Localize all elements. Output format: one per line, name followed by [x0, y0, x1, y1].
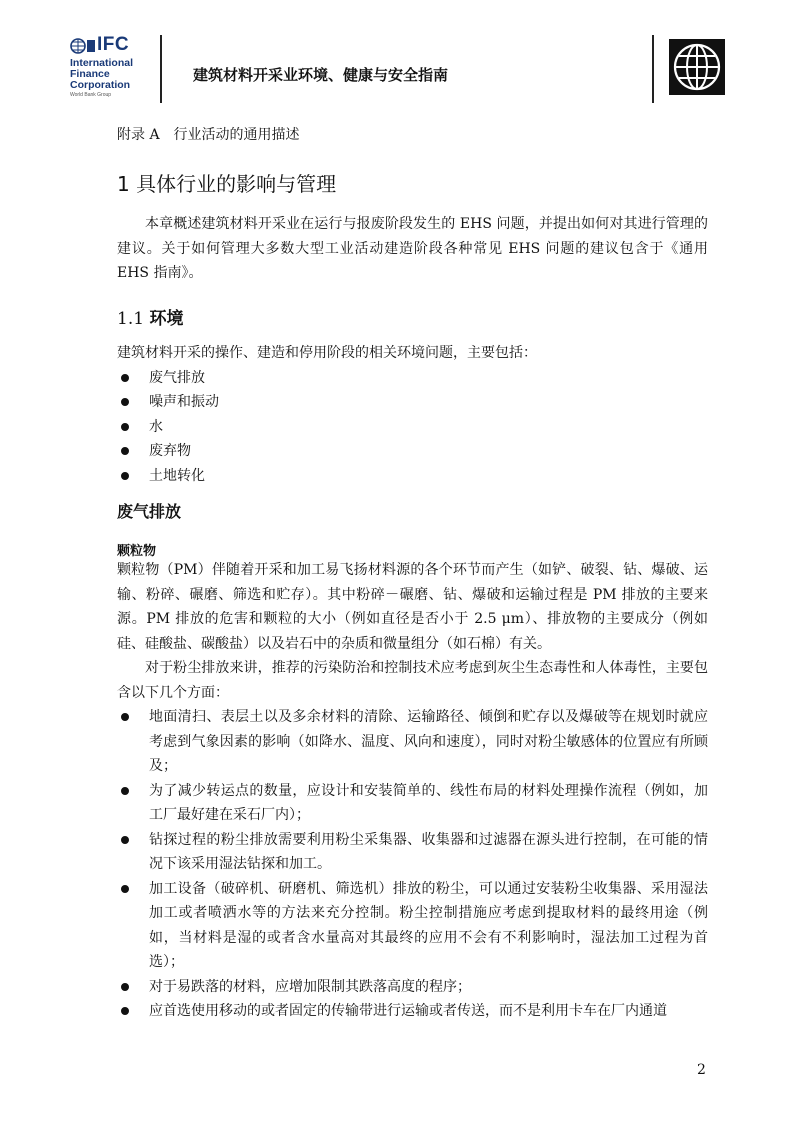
list-item: 对于易跌落的材料，应增加限制其跌落高度的程序；	[117, 975, 708, 1000]
list-item: 土地转化	[117, 464, 708, 489]
list-item: 废气排放	[117, 366, 708, 391]
ifc-logo-text: IFC	[97, 34, 130, 55]
section-1-title: 1 具体行业的影响与管理	[117, 172, 337, 196]
ifc-logo-name: International Finance Corporation	[70, 57, 134, 91]
section-1-1-intro: 建筑材料开采的操作、建造和停用阶段的相关环境问题，主要包括：	[117, 345, 537, 361]
list-item: 废弃物	[117, 439, 708, 464]
list-item: 为了减少转运点的数量，应设计和安装简单的、线性布局的材料处理操作流程（例如，加工厂最好建在采石厂内）；	[117, 779, 708, 828]
section-1-1-number: 1.1	[117, 309, 145, 329]
list-item: 钻探过程的粉尘排放需要利用粉尘采集器、收集器和过滤器在源头进行控制，在可能的情况下该采用湿法钻探和加工。	[117, 828, 708, 877]
list-item: 地面清扫、表层土以及多余材料的清除、运输路径、倾倒和贮存以及爆破等在规划时就应考虑到气象因素的影响（如降水、温度、风向和速度），同时对粉尘敏感体的位置应有所顾及；	[117, 705, 708, 779]
particulate-paragraph-2: 对于粉尘排放来讲，推荐的污染防治和控制技术应考虑到灰尘生态毒性和人体毒性，主要包含以下几个方面：	[117, 660, 708, 701]
list-item: 应首选使用移动的或者固定的传输带进行运输或者传送，而不是利用卡车在厂内通道	[117, 999, 708, 1024]
document-title: 建筑材料开采业环境、健康与安全指南	[193, 66, 449, 84]
world-bank-logo-icon	[669, 39, 725, 95]
header-divider-right	[652, 35, 654, 103]
ifc-logo	[70, 36, 145, 106]
environment-issue-list	[117, 366, 708, 489]
ifc-globe-mark-icon	[70, 38, 96, 54]
section-1-1-title: 环境	[149, 309, 184, 329]
appendix-label: 附录 A 行业活动的通用描述	[117, 127, 300, 143]
dust-control-list	[117, 705, 708, 1024]
air-emissions-body	[117, 558, 708, 1024]
section-1-1-body	[117, 341, 708, 488]
section-1-1-heading	[117, 304, 183, 329]
page-number: 2	[697, 1062, 706, 1078]
list-item: 噪声和振动	[117, 390, 708, 415]
list-item: 加工设备（破碎机、研磨机、筛选机）排放的粉尘，可以通过安装粉尘收集器、采用湿法加工或者喷洒水等的方法来充分控制。粉尘控制措施应考虑到提取材料的最终用途（例如，当材料是湿的或者含水量高对其最终的应用不会有不利影响时，湿法加工过程为首选）；	[117, 877, 708, 975]
header-divider-left	[160, 35, 162, 103]
air-emissions-heading: 废气排放	[117, 502, 182, 521]
ifc-logo-group: World Bank Group	[70, 92, 112, 98]
section-1-intro-text: 本章概述建筑材料开采业在运行与报废阶段发生的 EHS 问题，并提出如何对其进行管理的建议。关于如何管理大多数大型工业活动建造阶段各种常见 EHS 问题的建议包含于《通用 EHS 指南》。	[117, 216, 708, 281]
list-item: 水	[117, 415, 708, 440]
particulate-matter-heading: 颗粒物	[117, 544, 157, 559]
particulate-paragraph-1: 颗粒物（PM）伴随着开采和加工易飞扬材料源的各个环节而产生（如铲、破裂、钻、爆破、运输、粉碎、碾磨、筛选和贮存）。其中粉碎－碾磨、钻、爆破和运输过程是 PM 排放的主要来源。PM 排放的危害和颗粒的大小（例如直径是否小于 2.5 μm）、排放物的主要成分（例如硅、硅酸盐、碳酸盐）以及岩石中的杂质和微量组分（如石棉）有关。	[117, 562, 708, 652]
section-1-intro	[117, 212, 708, 286]
